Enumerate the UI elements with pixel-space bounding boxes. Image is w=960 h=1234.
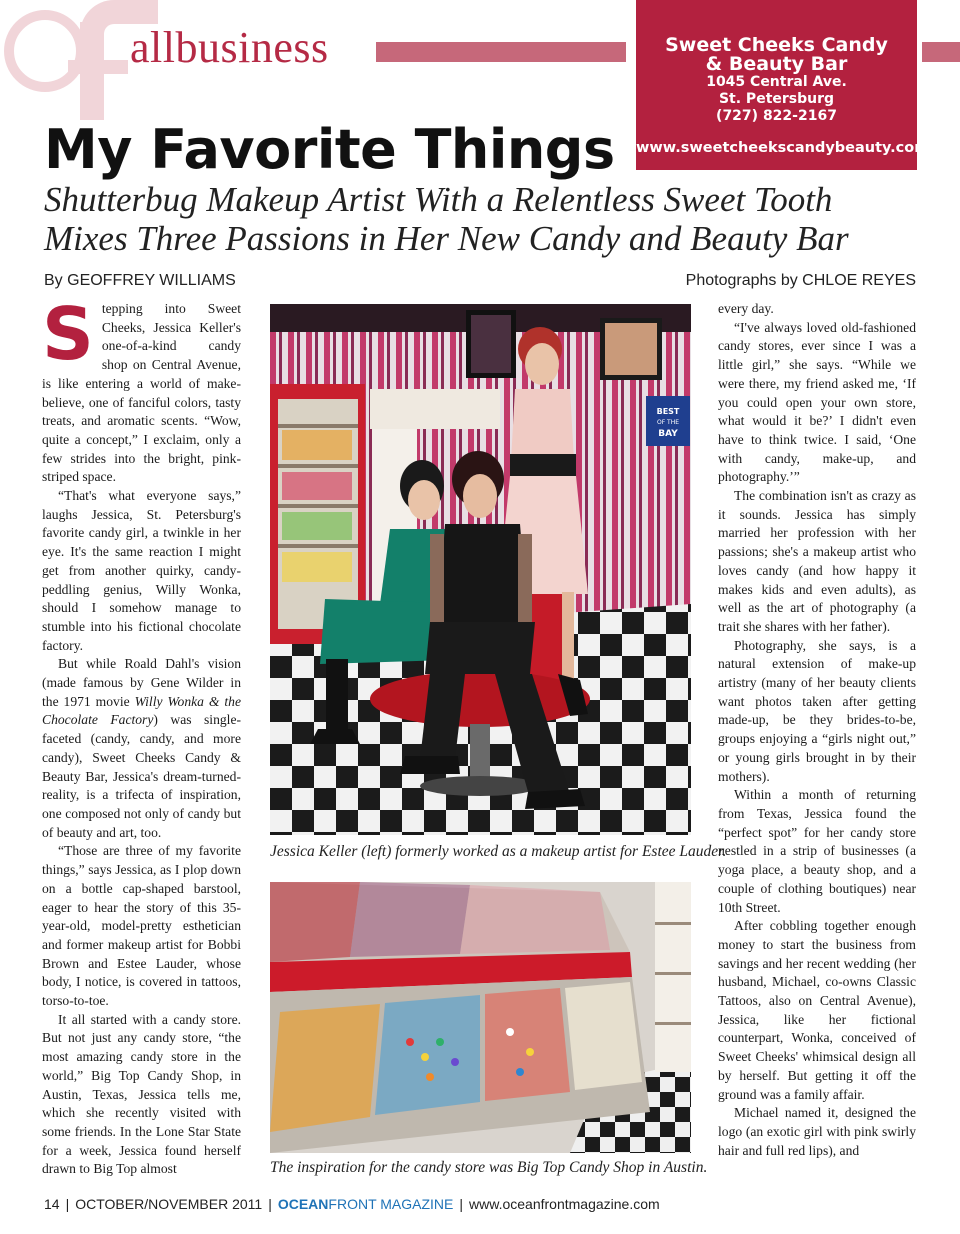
article-column-right [718,300,916,1180]
photo-jessica-and-friends [270,304,691,835]
paragraph-7: “I've always loved old-fashioned candy stores, ever since I was a little girl,” she says. “While we were there, my friend asked me, ‘If you could open your own store, what would it be?’ I didn't even have to think twice. I said, ‘One with candy, make-up, and photography.’” [718,319,916,485]
article-headline: My Favorite Things [44,118,615,181]
movie-title: Willy Wonka & the Chocolate Factory [42,693,241,728]
header-rule [376,42,626,62]
byline: By GEOFFREY WILLIAMS [44,272,236,289]
business-info-box [636,0,930,170]
drop-cap: S [42,300,94,376]
article-subhead [44,180,904,258]
page-footer: 14 | OCTOBER/NOVEMBER 2011 | OCEANFRONT MAGAZINE | www.oceanfrontmagazine.com [44,1196,660,1212]
paragraph-5: It all started with a candy store. But not just any candy store, “the most amazing candy store in the world,” Big Top Candy Shop, in Austin, Texas, Jessica tells me, which she recently visited with some friends. In the Lone Star State for a week, Jessica found herself drawn to Big Top almost [42,1011,241,1177]
magazine-name: OCEANFRONT MAGAZINE [277,1196,454,1212]
section-title: allbusiness [130,23,329,72]
magazine-url-link[interactable]: www.oceanfrontmagazine.com [469,1196,660,1212]
header-rule-right [922,42,960,62]
photo-caption-1: Jessica Keller (left) formerly worked as a makeup artist for Estee Lauder. [270,843,727,860]
paragraph-8: The combination isn't as crazy as it sounds. Jessica has simply married her profession with her passions; she's a makeup artist who loves candy (and how happy it makes kids and even adults), as well as the art of photography (a trait she shares with her father). [718,488,916,634]
business-name-line1: Sweet Cheeks Candy [665,34,888,56]
paragraph-12: Michael named it, designed the logo (an exotic girl with pink swirly hair and full red lips), and [718,1105,916,1158]
issue-date: OCTOBER/NOVEMBER 2011 [75,1196,263,1212]
sign-text-1: BEST [656,407,680,416]
page-number: 14 [44,1196,60,1212]
subhead-line1: Shutterbug Makeup Artist With a Relentless Sweet Tooth [44,180,833,219]
business-city: St. Petersburg [718,91,835,107]
business-website-link[interactable]: www.sweetcheekscandybeauty.com [636,140,930,156]
paragraph-9: Photography, she says, is a natural extension of make-up artistry (many of her beauty clients want photos taken after getting made-up, be they brides-to-be, groups enjoying a “girls night out,” or young girls brought in by their mothers). [718,637,916,784]
paragraph-10: Within a month of returning from Texas, Jessica found the “perfect spot” for her candy store nestled in a strip of businesses (a yoga place, a beauty shop, and a couple of clothing boutiques) near 10th Street. [718,787,916,915]
paragraph-3: But while Roald Dahl's vision (made famous by Gene Wilder in the 1971 movie Willy Wonka & the Chocolate Factory) was single-faceted (candy, candy, and more candy), Sweet Cheeks Candy & Beauty Bar, Jessica's dream-turned-reality, is a trifecta of inspiration, one composed not only of candy but of beauty and art, too. [42,656,241,840]
photo-caption-2: The inspiration for the candy store was Big Top Candy Shop in Austin. [270,1159,708,1176]
business-address: 1045 Central Ave. [706,74,847,90]
paragraph-1: Stepping into Sweet Cheeks, Jessica Keller's one-of-a-kind candy shop on Central Avenue, is like entering a world of make-believe, one of fanciful colors, tasty treats, and aromatic scents. “Wow, quite a concept,” I exclaim, only a few strides into the bright, pink-striped space. [42,300,241,485]
photo-credit: Photographs by CHLOE REYES [685,272,916,289]
subhead-line2: Mixes Three Passions in Her New Candy and Beauty Bar [44,219,849,258]
business-name-line2: & Beauty Bar [705,53,848,75]
paragraph-11: After cobbling together enough money to start the business from savings and her recent wedding (her husband, Michael, co-owns Classic Tattoos, also on Central Avenue), Jessica, like her fictional counterpart, Wonka, conceived of Sweet Cheeks' whimsical design all by herself. But getting it off the ground was a family affair. [718,918,916,1102]
photo-candy-bins [270,882,691,1153]
sign-text-2: OF THE [656,419,680,426]
paragraph-6: every day. [718,301,774,316]
business-phone: (727) 822-2167 [716,108,837,124]
paragraph-4: “Those are three of my favorite things,” says Jessica, as I plop down on a bottle cap-shaped barstool, eager to hear the story of this 35-year-old, model-pretty esthetician and former makeup artist for Bobbi Brown and Estee Lauder, whose body, I notice, is covered in tattoos, torso-to-toe. [42,843,241,1009]
sign-text-3: BAY [658,429,678,439]
paragraph-2: “That's what everyone says,” laughs Jessica, St. Petersburg's favorite candy girl, a twinkle in her eye. It's the same reaction I might get from another quirky, candy-peddling genius, Willy Wonka, should I somehow manage to stumble into his fictional chocolate factory. [42,488,241,653]
article-column-left [42,300,241,1180]
